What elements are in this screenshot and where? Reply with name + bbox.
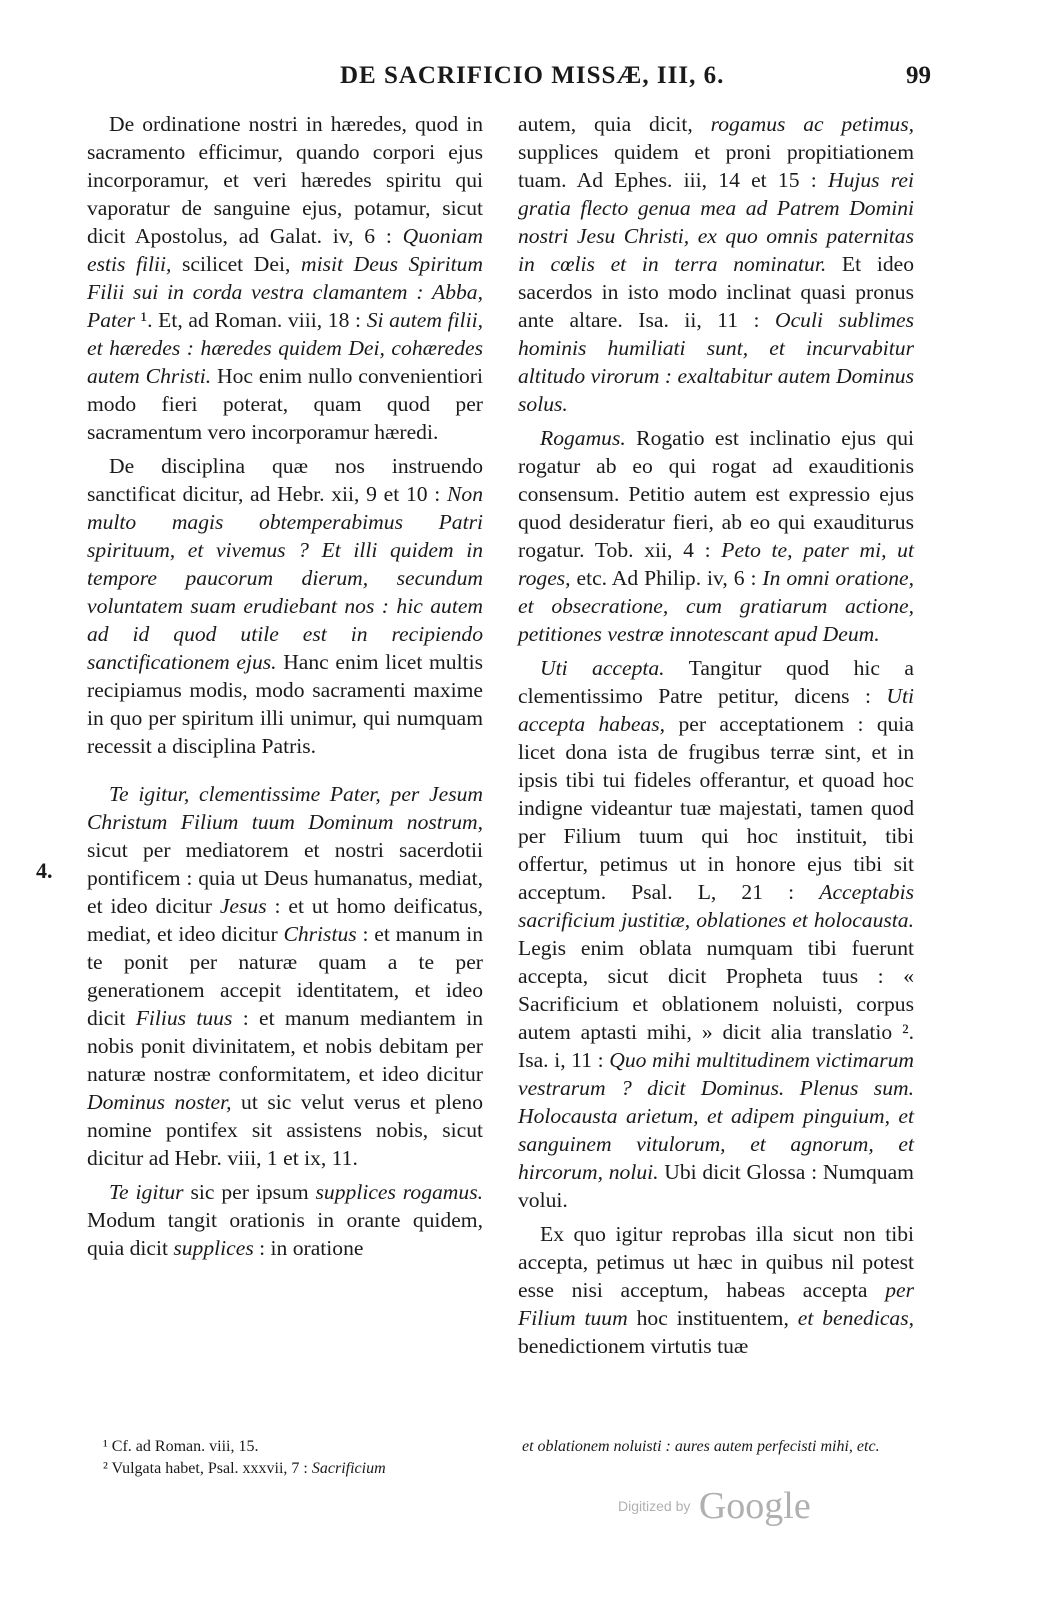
digitization-watermark [618, 1484, 811, 1528]
running-title: DE SACRIFICIO MISSÆ, III, 6. [340, 62, 725, 89]
quotation: et benedicas, [797, 1306, 915, 1330]
text-run: hoc instituentem, [627, 1306, 798, 1330]
text-run: Hoc enim nullo convenientiori modo fieri poterat, quam quod per sacramentum vero incorporamur hæredi. [87, 364, 484, 444]
text-run: : et manum in te ponit per naturæ quam a te per generationem accepit identitatem, et ideo dicit [87, 922, 483, 1030]
quotation: Uti accepta habeas, [518, 684, 914, 736]
text-run: supplices quidem et proni propitiationem tuam. Ad Ephes. iii, 14 et 15 : [518, 140, 914, 192]
quotation: Uti accepta. [540, 656, 665, 680]
quotation: Te igitur [109, 1180, 184, 1204]
text-run: Ex quo igitur reprobas illa sicut non tibi accepta, petimus ut hæc in quibus nil potest esse nisi acceptum, habeas accepta [518, 1222, 914, 1302]
text-run: ² Vulgata habet, Psal. xxxvii, 7 : [103, 1460, 312, 1477]
section-number: 4. [36, 858, 53, 883]
quotation: per Filium tuum [518, 1278, 914, 1330]
quotation: misit Deus Spiritum Filii sui in corda vestra clamantem : Abba, Pater [87, 252, 483, 332]
quotation: Rogamus. [540, 426, 626, 450]
text-run: : in oratione [253, 1236, 364, 1260]
page-number: 99 [906, 62, 931, 89]
text-run: sicut per mediatorem et nostri sacerdotii pontificem : quia ut Deus humanatus, mediat, et ideo dicitur [87, 838, 483, 918]
google-logo: Google [698, 1485, 811, 1527]
text-run: ut sic velut verus et pleno nomine pontifex sit assistens nobis, sicut dicitur ad Hebr. viii, 1 et ix, 11. [87, 1090, 484, 1170]
text-run: autem, quia dicit, [518, 112, 711, 136]
quotation: Quo mihi multitudinem victimarum vestrarum ? dicit Dominus. Plenus sum. Holocausta arietum, et adipem pinguium, et sanguinem vitulorum, et agnorum, et hircorum, nolui. [518, 1048, 914, 1184]
footnotes-left [103, 1436, 499, 1480]
paragraph [518, 110, 914, 418]
paragraph [87, 780, 483, 1172]
text-run: De ordinatione nostri in hæredes, quod in sacramento efficimur, quando corpori ejus incorporamur, et veri hæredes spiritu qui vaporatur de sanguine ejus, potamur, sicut dicit Apostolus, ad Galat. iv, 6 : [87, 112, 483, 248]
quotation: Dominus noster, [87, 1090, 232, 1114]
quotation: Te igitur, clementissime Pater, per Jesum Christum Filium tuum Dominum nostrum, [87, 782, 483, 834]
quotation: Filius tuus [135, 1006, 233, 1030]
quotation: Acceptabis sacrificium justitiæ, oblationes et holocausta. [518, 880, 914, 932]
quotation: rogamus ac petimus, [710, 112, 915, 136]
text-run: Rogatio est inclinatio ejus qui rogatur ab eo qui rogat ad exauditionis consensum. Petitio autem est expressio ejus quod desideratur fieri, ab eo qui exauditurus rogatur. Tob. xii, 4 : [518, 426, 914, 562]
text-run: ¹. Et, ad Roman. viii, 18 : [134, 308, 367, 332]
quotation: Oculi sublimes hominis humiliati sunt, et incurvabitur altitudo virorum : exaltabitur autem Dominus solus. [518, 308, 915, 416]
paragraph [518, 654, 914, 1214]
right-column [518, 110, 914, 1366]
text-run: etc. Ad Philip. iv, 6 : [570, 566, 763, 590]
quotation: Christus [283, 922, 357, 946]
paragraph [87, 110, 483, 446]
footnote [103, 1458, 499, 1480]
paragraph [87, 452, 483, 760]
watermark-prefix: Digitized by [618, 1498, 691, 1514]
paragraph [87, 1178, 483, 1262]
footnote-continuation: et oblationem noluisti : aures autem perfecisti mihi, etc. [522, 1438, 880, 1455]
quotation: Hujus rei gratia flecto genua mea ad Patrem Domini nostri Jesu Christi, ex quo omnis paternitas in cœlis et in terra nominatur. [518, 168, 914, 276]
quotation: supplices [173, 1236, 254, 1260]
text-run: Hanc enim licet multis recipiamus modis, modo sacramenti maxime in quo per spiritum illi unimur, qui numquam recessit a disciplina Patris. [87, 650, 483, 758]
text-run: benedictionem virtutis tuæ [518, 1334, 749, 1358]
text-run: per acceptationem : quia licet dona ista de frugibus terræ sint, et in ipsis tibi tui fideles offerantur, et quoad hoc indigne videantur tuæ majestati, tamen quod per Filium tuum qui hoc instituit, tibi offertur, petimus ut in honore ejus tibi sit acceptum. Psal. L, 21 : [518, 712, 914, 904]
text-run: scilicet Dei, [171, 252, 301, 276]
text-run: Tangitur quod hic a clementissimo Patre petitur, dicens : [518, 656, 914, 708]
quotation: Sacrificium [311, 1460, 386, 1477]
quotation: Non multo magis obtemperabimus Patri spirituum, et vivemus ? Et illi quidem in tempore paucorum dierum, secundum voluntatem suam erudiebant nos : hic autem ad id quod utile est in recipiendo sanctificationem ejus. [87, 482, 483, 674]
quotation: Si autem filii, et hæredes : hæredes quidem Dei, cohæredes autem Christi. [87, 308, 483, 388]
text-run: : et ut homo deificatus, mediat, et ideo dicitur [87, 894, 483, 946]
text-run: De disciplina quæ nos instruendo sanctificat dicitur, ad Hebr. xii, 9 et 10 : [87, 454, 483, 506]
text-run: : et manum mediantem in nobis ponit divinitatem, et nobis debitam per naturæ nostræ conformitatem, et ideo dicitur [87, 1006, 483, 1086]
text-run: sic per ipsum [183, 1180, 316, 1204]
quotation: supplices rogamus. [315, 1180, 483, 1204]
paragraph [518, 1220, 914, 1360]
text-run: Legis enim oblata numquam tibi fuerunt accepta, sicut dicit Propheta tuus : « Sacrificium et oblationem noluisti, corpus autem aptasti mihi, » dicit alia translatio ². Isa. i, 11 : [518, 936, 914, 1072]
text-run: Et ideo sacerdos in isto modo inclinat quasi pronus ante altare. Isa. ii, 11 : [518, 252, 914, 332]
text-run: Ubi dicit Glossa : Numquam volui. [518, 1160, 914, 1212]
left-column [87, 110, 483, 1268]
quotation: Jesus [219, 894, 267, 918]
quotation: In omni oratione, et obsecratione, cum gratiarum actione, petitiones vestræ innotescant apud Deum. [518, 566, 914, 646]
quotation: Peto te, pater mi, ut roges, [518, 538, 914, 590]
footnote: ¹ Cf. ad Roman. viii, 15. [103, 1438, 259, 1455]
quotation: Quoniam estis filii, [87, 224, 483, 276]
text-run: Modum tangit orationis in orante quidem, quia dicit [87, 1208, 483, 1260]
paragraph [518, 424, 914, 648]
